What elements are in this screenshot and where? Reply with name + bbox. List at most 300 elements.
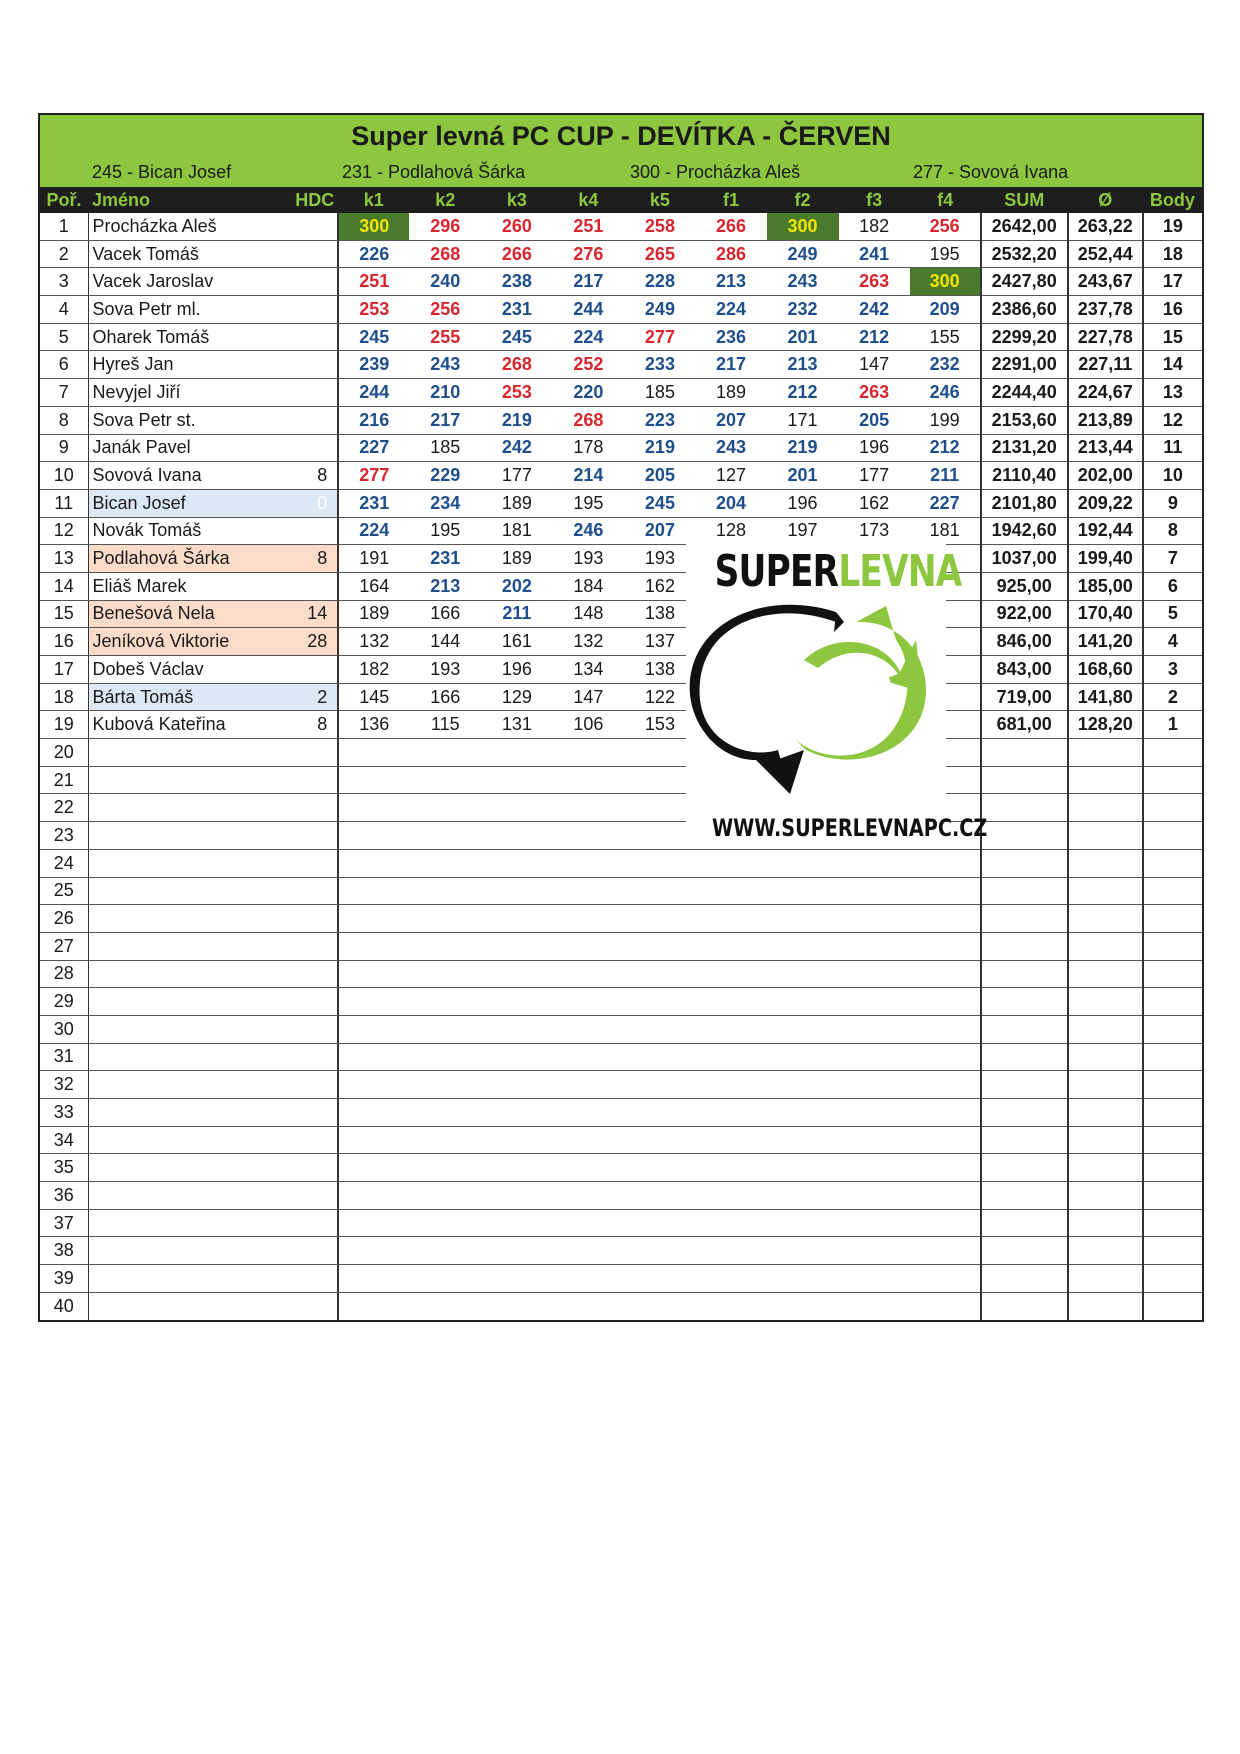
points-value: 12 <box>1143 406 1202 434</box>
top-score-2: 231 - Podlahová Šárka <box>342 162 526 182</box>
logo-wordmark <box>714 546 962 597</box>
score-k3: 189 <box>481 489 552 517</box>
score-k5: 265 <box>624 240 695 268</box>
average-value <box>1068 1182 1143 1210</box>
score-k1: 239 <box>338 351 409 379</box>
score-k5: 205 <box>624 462 695 490</box>
points-value <box>1143 877 1202 905</box>
points-value <box>1143 739 1202 767</box>
score-f4: 227 <box>910 489 981 517</box>
score-k4: 147 <box>552 683 624 711</box>
score-f4: 199 <box>910 406 981 434</box>
points-value: 11 <box>1143 434 1202 462</box>
player-name <box>88 1292 338 1319</box>
average-value <box>1068 822 1143 850</box>
player-name-label: Sova Petr st. <box>92 409 196 430</box>
player-name <box>88 766 338 794</box>
score-k5: 258 <box>624 213 695 240</box>
table-row-empty <box>40 739 1202 767</box>
average-value <box>1068 1154 1143 1182</box>
sum-value: 681,00 <box>981 711 1068 739</box>
score-k5: 277 <box>624 323 695 351</box>
score-f1: 217 <box>695 351 766 379</box>
score-f4: 256 <box>910 213 981 240</box>
score-f4: 181 <box>910 517 981 545</box>
player-name <box>88 462 338 490</box>
sum-value: 2642,00 <box>981 213 1068 240</box>
table-row <box>40 711 1202 739</box>
score-k2: 166 <box>409 600 481 628</box>
player-name <box>88 932 338 960</box>
scores-empty <box>338 1154 980 1182</box>
score-f3: 205 <box>839 406 910 434</box>
points-value <box>1143 849 1202 877</box>
points-value <box>1143 794 1202 822</box>
average-value: 243,67 <box>1068 268 1143 296</box>
scores-empty <box>338 1099 980 1127</box>
sum-value <box>981 1015 1068 1043</box>
score-k4: 134 <box>552 656 624 684</box>
average-value: 263,22 <box>1068 213 1143 240</box>
score-k3: 129 <box>481 683 552 711</box>
table-row-empty <box>40 766 1202 794</box>
points-value: 17 <box>1143 268 1202 296</box>
player-name <box>88 379 338 407</box>
score-k5: 245 <box>624 489 695 517</box>
score-k3: 181 <box>481 517 552 545</box>
points-value <box>1143 1071 1202 1099</box>
table-row-empty <box>40 1043 1202 1071</box>
points-value <box>1143 822 1202 850</box>
points-value <box>1143 1265 1202 1293</box>
sum-value <box>981 1154 1068 1182</box>
table-row <box>40 600 1202 628</box>
sum-value <box>981 1237 1068 1265</box>
score-k5: 138 <box>624 600 695 628</box>
scores-empty <box>338 1015 980 1043</box>
score-k1: 164 <box>338 572 409 600</box>
row-position: 40 <box>40 1292 88 1319</box>
score-k1: 253 <box>338 296 409 324</box>
scores-empty <box>338 877 980 905</box>
score-f2: 219 <box>767 434 839 462</box>
points-value <box>1143 1292 1202 1319</box>
score-k1: 227 <box>338 434 409 462</box>
points-value: 2 <box>1143 683 1202 711</box>
player-name <box>88 1182 338 1210</box>
handicap-value: 0 <box>317 492 328 513</box>
col-header-hdc: HDC <box>295 189 335 210</box>
sum-value: 2131,20 <box>981 434 1068 462</box>
row-position: 2 <box>40 240 88 268</box>
handicap-value: 8 <box>317 548 328 569</box>
table-row <box>40 323 1202 351</box>
table-row <box>40 213 1202 240</box>
score-k3: 202 <box>481 572 552 600</box>
score-k3: 189 <box>481 545 552 573</box>
player-name <box>88 489 338 517</box>
average-value: 168,60 <box>1068 656 1143 684</box>
player-name-label: Bárta Tomáš <box>92 686 194 707</box>
score-f2: 300 <box>767 213 839 240</box>
score-k4: 252 <box>552 351 624 379</box>
table-row <box>40 489 1202 517</box>
table-row-empty <box>40 1015 1202 1043</box>
player-name-label: Sova Petr ml. <box>92 298 201 319</box>
average-value <box>1068 1126 1143 1154</box>
score-k4: 148 <box>552 600 624 628</box>
player-name <box>88 877 338 905</box>
score-k3: 242 <box>481 434 552 462</box>
score-k1: 226 <box>338 240 409 268</box>
average-value <box>1068 988 1143 1016</box>
sum-value <box>981 794 1068 822</box>
points-value <box>1143 1126 1202 1154</box>
player-name <box>88 1071 338 1099</box>
average-value: 192,44 <box>1068 517 1143 545</box>
average-value: 202,00 <box>1068 462 1143 490</box>
score-k4: 220 <box>552 379 624 407</box>
player-name-label: Kubová Kateřina <box>92 714 226 735</box>
score-k3: 161 <box>481 628 552 656</box>
player-name <box>88 600 338 628</box>
sum-value: 925,00 <box>981 572 1068 600</box>
row-position: 22 <box>40 794 88 822</box>
points-value: 10 <box>1143 462 1202 490</box>
player-name <box>88 1126 338 1154</box>
points-value <box>1143 905 1202 933</box>
row-position: 18 <box>40 683 88 711</box>
score-f3: 263 <box>839 268 910 296</box>
points-value: 9 <box>1143 489 1202 517</box>
sum-value <box>981 932 1068 960</box>
table-row-empty <box>40 1265 1202 1293</box>
table-row <box>40 379 1202 407</box>
sum-value: 2244,40 <box>981 379 1068 407</box>
average-value: 227,11 <box>1068 351 1143 379</box>
average-value <box>1068 1265 1143 1293</box>
player-name <box>88 296 338 324</box>
row-position: 16 <box>40 628 88 656</box>
scores-empty <box>338 1043 980 1071</box>
player-name <box>88 656 338 684</box>
top-score-4: 277 - Sovová Ivana <box>913 162 1069 182</box>
table-row-empty <box>40 822 1202 850</box>
sum-value <box>981 849 1068 877</box>
score-f3: 173 <box>839 517 910 545</box>
table-row-empty <box>40 1237 1202 1265</box>
score-f1: 204 <box>695 489 766 517</box>
col-header-f2: f2 <box>767 187 839 213</box>
score-f3: 182 <box>839 213 910 240</box>
row-position: 36 <box>40 1182 88 1210</box>
score-k5: 162 <box>624 572 695 600</box>
score-k5: 223 <box>624 406 695 434</box>
top-score-3: 300 - Procházka Aleš <box>630 162 801 182</box>
title-band <box>40 115 1202 187</box>
player-name-label: Novák Tomáš <box>92 520 202 541</box>
score-k5: 219 <box>624 434 695 462</box>
points-value: 5 <box>1143 600 1202 628</box>
points-value: 14 <box>1143 351 1202 379</box>
score-k2: 210 <box>409 379 481 407</box>
score-k5: 233 <box>624 351 695 379</box>
player-name <box>88 849 338 877</box>
score-k3: 196 <box>481 656 552 684</box>
score-f1: 286 <box>695 240 766 268</box>
score-k2: 217 <box>409 406 481 434</box>
average-value: 185,00 <box>1068 572 1143 600</box>
score-k2: 268 <box>409 240 481 268</box>
row-position: 15 <box>40 600 88 628</box>
score-f3: 162 <box>839 489 910 517</box>
score-k1: 191 <box>338 545 409 573</box>
row-position: 23 <box>40 822 88 850</box>
score-f4: 195 <box>910 240 981 268</box>
points-value <box>1143 1182 1202 1210</box>
sum-value: 922,00 <box>981 600 1068 628</box>
row-position: 7 <box>40 379 88 407</box>
score-k3: 177 <box>481 462 552 490</box>
col-header-name-label: Jméno <box>92 189 151 210</box>
table-row <box>40 406 1202 434</box>
sum-value: 2291,00 <box>981 351 1068 379</box>
table-row-empty <box>40 1126 1202 1154</box>
scores-empty <box>338 1071 980 1099</box>
average-value <box>1068 849 1143 877</box>
points-value <box>1143 766 1202 794</box>
score-f2: 197 <box>767 517 839 545</box>
points-value <box>1143 932 1202 960</box>
col-header-f4: f4 <box>910 187 981 213</box>
score-k3: 231 <box>481 296 552 324</box>
scores-empty <box>338 1292 980 1319</box>
sum-value: 2427,80 <box>981 268 1068 296</box>
score-k1: 231 <box>338 489 409 517</box>
row-position: 25 <box>40 877 88 905</box>
score-k1: 224 <box>338 517 409 545</box>
player-name <box>88 794 338 822</box>
handicap-value: 28 <box>307 631 328 652</box>
player-name-label: Jeníková Viktorie <box>92 631 230 652</box>
score-f3: 177 <box>839 462 910 490</box>
score-k3: 238 <box>481 268 552 296</box>
row-position: 37 <box>40 1209 88 1237</box>
score-f1: 128 <box>695 517 766 545</box>
average-value <box>1068 739 1143 767</box>
sum-value <box>981 988 1068 1016</box>
score-k2: 213 <box>409 572 481 600</box>
table-row <box>40 545 1202 573</box>
handicap-value: 8 <box>317 714 328 735</box>
row-position: 33 <box>40 1099 88 1127</box>
average-value <box>1068 1237 1143 1265</box>
player-name <box>88 905 338 933</box>
table-row-empty <box>40 988 1202 1016</box>
sum-value <box>981 1099 1068 1127</box>
player-name <box>88 1154 338 1182</box>
col-header-k1: k1 <box>338 187 409 213</box>
score-f4: 300 <box>910 268 981 296</box>
row-position: 1 <box>40 213 88 240</box>
score-k2: 166 <box>409 683 481 711</box>
player-name <box>88 739 338 767</box>
scores-empty <box>338 905 980 933</box>
score-k5: 249 <box>624 296 695 324</box>
score-k2: 255 <box>409 323 481 351</box>
points-value: 8 <box>1143 517 1202 545</box>
table-row-empty <box>40 932 1202 960</box>
col-header-f3: f3 <box>839 187 910 213</box>
score-k4: 178 <box>552 434 624 462</box>
player-name-label: Vacek Jaroslav <box>92 271 214 292</box>
score-k2: 144 <box>409 628 481 656</box>
sum-value <box>981 1292 1068 1319</box>
player-name <box>88 268 338 296</box>
score-k2: 231 <box>409 545 481 573</box>
player-name-label: Oharek Tomáš <box>92 326 210 347</box>
average-value <box>1068 932 1143 960</box>
player-name <box>88 240 338 268</box>
points-value <box>1143 988 1202 1016</box>
table-row-empty <box>40 1099 1202 1127</box>
row-position: 4 <box>40 296 88 324</box>
table-row <box>40 351 1202 379</box>
player-name <box>88 960 338 988</box>
score-k4: 214 <box>552 462 624 490</box>
score-k1: 245 <box>338 323 409 351</box>
scores-empty <box>338 1237 980 1265</box>
row-position: 32 <box>40 1071 88 1099</box>
sum-value: 2299,20 <box>981 323 1068 351</box>
average-value: 209,22 <box>1068 489 1143 517</box>
sum-value: 2532,20 <box>981 240 1068 268</box>
score-f4: 212 <box>910 434 981 462</box>
score-k4: 246 <box>552 517 624 545</box>
score-k4: 224 <box>552 323 624 351</box>
score-k4: 195 <box>552 489 624 517</box>
score-k4: 132 <box>552 628 624 656</box>
row-position: 13 <box>40 545 88 573</box>
sum-value: 843,00 <box>981 656 1068 684</box>
average-value: 128,20 <box>1068 711 1143 739</box>
score-k1: 251 <box>338 268 409 296</box>
row-position: 35 <box>40 1154 88 1182</box>
table-row <box>40 572 1202 600</box>
sum-value <box>981 739 1068 767</box>
row-position: 6 <box>40 351 88 379</box>
score-f1: 236 <box>695 323 766 351</box>
score-k2: 185 <box>409 434 481 462</box>
player-name-label: Bican Josef <box>92 492 186 513</box>
score-k5: 207 <box>624 517 695 545</box>
score-k3: 266 <box>481 240 552 268</box>
score-k3: 253 <box>481 379 552 407</box>
player-name-label: Janák Pavel <box>92 437 191 458</box>
score-k4: 184 <box>552 572 624 600</box>
player-name <box>88 1265 338 1293</box>
player-name-label: Nevyjel Jiří <box>92 381 181 402</box>
sum-value <box>981 1126 1068 1154</box>
col-header-k2: k2 <box>409 187 481 213</box>
sum-value <box>981 877 1068 905</box>
table-row-empty <box>40 905 1202 933</box>
average-value <box>1068 1043 1143 1071</box>
score-k5: 185 <box>624 379 695 407</box>
page-title: Super levná PC CUP - DEVÍTKA - ČERVEN <box>351 121 891 151</box>
handicap-value: 2 <box>317 686 328 707</box>
scores-empty <box>338 1265 980 1293</box>
sum-value: 2386,60 <box>981 296 1068 324</box>
average-value: 141,80 <box>1068 683 1143 711</box>
col-header-avg: Ø <box>1068 187 1143 213</box>
sum-value: 1942,60 <box>981 517 1068 545</box>
row-position: 9 <box>40 434 88 462</box>
player-name <box>88 1015 338 1043</box>
row-position: 26 <box>40 905 88 933</box>
score-k3: 245 <box>481 323 552 351</box>
score-k5: 122 <box>624 683 695 711</box>
points-value <box>1143 1154 1202 1182</box>
points-value: 18 <box>1143 240 1202 268</box>
score-k3: 131 <box>481 711 552 739</box>
row-position: 38 <box>40 1237 88 1265</box>
score-k2: 243 <box>409 351 481 379</box>
player-name-label: Eliáš Marek <box>92 575 187 596</box>
player-name <box>88 822 338 850</box>
points-value: 4 <box>1143 628 1202 656</box>
sum-value <box>981 1071 1068 1099</box>
score-f2: 201 <box>767 462 839 490</box>
score-f3: 241 <box>839 240 910 268</box>
score-f3: 263 <box>839 379 910 407</box>
score-f2: 201 <box>767 323 839 351</box>
logo-url: WWW.SUPERLEVNAPC.CZ <box>712 814 988 842</box>
player-name-label: Benešová Nela <box>92 603 215 624</box>
scores-empty <box>338 1126 980 1154</box>
score-f3: 147 <box>839 351 910 379</box>
table-row-empty <box>40 1071 1202 1099</box>
average-value <box>1068 877 1143 905</box>
score-f4: 209 <box>910 296 981 324</box>
col-header-f1: f1 <box>695 187 766 213</box>
col-header-pos: Poř. <box>40 187 88 213</box>
score-k1: 132 <box>338 628 409 656</box>
score-f3: 242 <box>839 296 910 324</box>
points-value <box>1143 1015 1202 1043</box>
row-position: 8 <box>40 406 88 434</box>
col-header-body: Body <box>1143 187 1202 213</box>
table-row-empty <box>40 1154 1202 1182</box>
average-value: 252,44 <box>1068 240 1143 268</box>
logo-green-hole <box>820 656 892 728</box>
average-value: 213,44 <box>1068 434 1143 462</box>
logo-arrows-icon <box>686 600 946 810</box>
score-k2: 193 <box>409 656 481 684</box>
score-k2: 229 <box>409 462 481 490</box>
points-value: 15 <box>1143 323 1202 351</box>
row-position: 31 <box>40 1043 88 1071</box>
sum-value <box>981 1265 1068 1293</box>
sum-value <box>981 960 1068 988</box>
score-k4: 193 <box>552 545 624 573</box>
table-row <box>40 296 1202 324</box>
player-name <box>88 711 338 739</box>
score-k5: 228 <box>624 268 695 296</box>
row-position: 17 <box>40 656 88 684</box>
player-name <box>88 351 338 379</box>
row-position: 28 <box>40 960 88 988</box>
